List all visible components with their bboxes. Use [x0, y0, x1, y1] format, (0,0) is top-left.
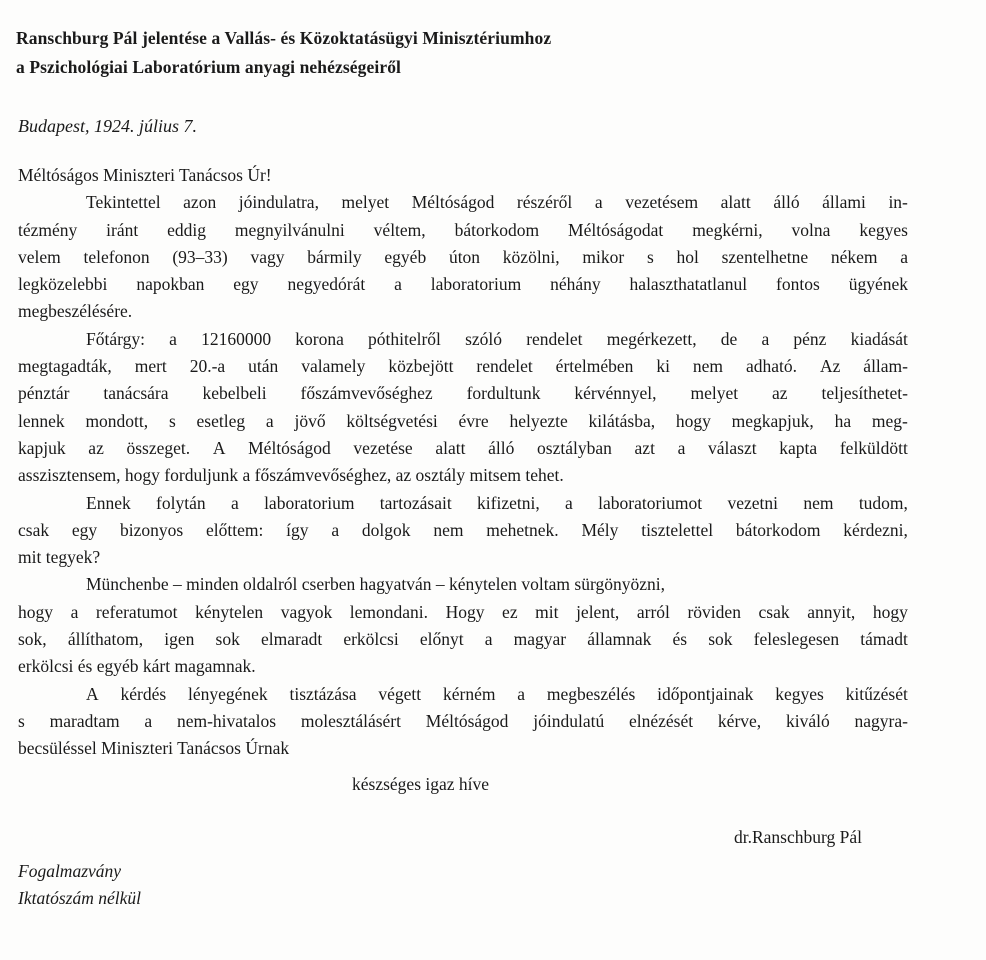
body-line: Ennek folytán a laboratorium tartozásait kifizetni, a laboratoriumot vezetni nem tudom,: [86, 492, 908, 513]
archival-note: [18, 858, 141, 912]
closing-line: készséges igaz híve: [352, 774, 490, 794]
body-line: sok, állíthatom, igen sok elmaradt erkölcsi előnyt a magyar államnak és sok feleslegesen támadt: [18, 629, 908, 650]
body-line: Münchenbe – minden oldalról cserben hagyatván – kénytelen voltam sürgönyözni,: [86, 574, 665, 595]
body-line: asszisztensem, hogy forduljunk a főszámvevőséghez, az osztály mitsem tehet.: [18, 465, 564, 486]
dateline: Budapest, 1924. július 7.: [18, 116, 197, 136]
body-line: legközelebbi napokban egy negyedórát a laboratorium néhány halaszthatatlanul fontos ügyének: [18, 274, 908, 295]
body-line: hogy a referatumot kénytelen vagyok lemondani. Hogy ez mit jelent, arról röviden csak annyit, hogy: [18, 601, 908, 622]
body-line: pénztár tanácsára kebelbeli főszámvevőséghez fordultunk kérvénnyel, melyet az teljesíthetet-: [18, 383, 908, 404]
body-line: erkölcsi és egyéb kárt magamnak.: [18, 656, 256, 677]
signature: dr.Ranschburg Pál: [734, 827, 863, 847]
title-line-2: a Pszichológiai Laboratórium anyagi nehézségeiről: [16, 57, 402, 77]
title-line-1: Ranschburg Pál jelentése a Vallás- és Közoktatásügyi Minisztériumhoz: [16, 28, 552, 48]
body-line: mit tegyek?: [18, 547, 101, 568]
body-line: megtagadták, mert 20.-a után valamely közbejött rendelet értelmében ki nem adható. Az állam-: [18, 356, 908, 377]
body-line: becsüléssel Miniszteri Tanácsos Úrnak: [18, 738, 290, 759]
body-line: tézmény iránt eddig megnyilvánulni véltem, bátorkodom Méltóságodat megkérni, volna kegyes: [18, 219, 908, 240]
body-line: kapjuk az összeget. A Méltóságod vezetése alatt álló osztályban azt a választ kapta felküldött: [18, 437, 908, 458]
salutation: Méltóságos Miniszteri Tanácsos Úr!: [18, 165, 272, 185]
body-line: Főtárgy: a 12160000 korona póthitelről szóló rendelet megérkezett, de a pénz kiadását: [86, 328, 908, 349]
letter-body: [18, 162, 908, 763]
document-title: [16, 24, 551, 82]
body-line: A kérdés lényegének tisztázása végett kérném a megbeszélés időpontjainak kegyes kitűzését: [86, 683, 908, 704]
body-line: Tekintettel azon jóindulatra, melyet Méltóságod részéről a vezetésem alatt álló állami in-: [86, 192, 908, 213]
body-line: s maradtam a nem-hivatalos molesztálásért Méltóságod jóindulatú elnézését kérve, kiváló nagyra-: [18, 710, 908, 731]
body-line: megbeszélésére.: [18, 301, 133, 322]
body-line: csak egy bizonyos előttem: így a dolgok nem mehetnek. Mély tisztelettel bátorkodom kérdezni,: [18, 519, 908, 540]
body-line: lennek mondott, s esetleg a jövő költségvetési évre helyezte kilátásba, hogy megkapjuk, ha meg-: [18, 410, 908, 431]
body-line: velem telefonon (93–33) vagy bármily egyéb úton közölni, mikor s hol szentelhetne nékem a: [18, 246, 908, 267]
note-line-2: Iktatószám nélkül: [18, 888, 141, 908]
note-line-1: Fogalmazvány: [18, 861, 122, 881]
